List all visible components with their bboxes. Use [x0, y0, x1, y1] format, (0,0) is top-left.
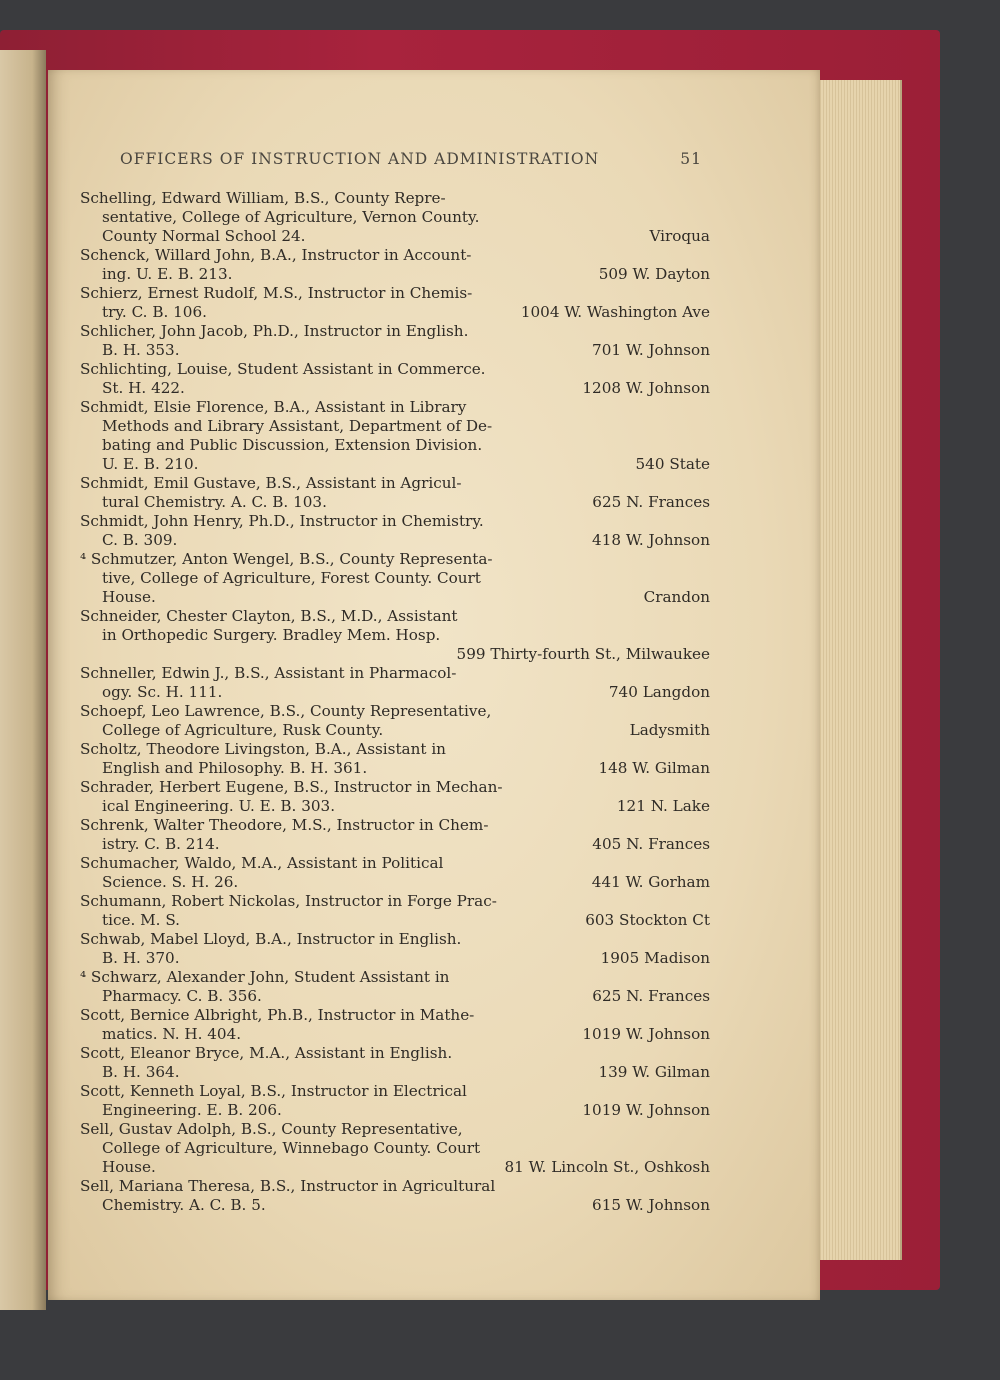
- entry-text: Pharmacy. C. B. 356.: [102, 987, 262, 1005]
- entry-line: [78, 474, 710, 493]
- entry-text: English and Philosophy. B. H. 361.: [102, 759, 368, 777]
- entry-text: Chemistry. A. C. B. 5.: [102, 1196, 266, 1214]
- entry-text: County Normal School 24.: [102, 227, 306, 245]
- running-head-title: OFFICERS OF INSTRUCTION AND ADMINISTRATION: [120, 150, 600, 168]
- entry-text: sentative, College of Agriculture, Vernon County.: [102, 208, 480, 226]
- entry-text: Schneller, Edwin J., B.S., Assistant in Pharmacol-: [80, 664, 457, 682]
- entry-text: Science. S. H. 26.: [102, 873, 239, 891]
- entry-text: Methods and Library Assistant, Department of De-: [102, 417, 493, 435]
- entry-text: Schumann, Robert Nickolas, Instructor in Forge Prac-: [80, 892, 497, 910]
- entry-text: Sell, Gustav Adolph, B.S., County Representative,: [80, 1120, 463, 1138]
- entry-address: 1004 W. Washington Ave: [520, 303, 710, 321]
- entry-line: [78, 1177, 710, 1196]
- entry-address: 81 W. Lincoln St., Oshkosh: [504, 1158, 710, 1176]
- entry-line: [78, 398, 710, 417]
- entry-line: [78, 911, 710, 930]
- entry-address: 441 W. Gorham: [591, 873, 710, 891]
- entry-line: [78, 1044, 710, 1063]
- entry-line: [78, 531, 710, 550]
- entry-line: [78, 379, 710, 398]
- entry-line: [78, 436, 710, 455]
- entry-line: [78, 968, 710, 987]
- entry-address: 1208 W. Johnson: [582, 379, 710, 397]
- entry-line: [78, 588, 710, 607]
- entry-address: 740 Langdon: [608, 683, 710, 701]
- entry-text: Schierz, Ernest Rudolf, M.S., Instructor in Chemis-: [80, 284, 473, 302]
- entry-text: B. H. 370.: [102, 949, 180, 967]
- entry-line: [78, 1120, 710, 1139]
- entry-line: [78, 189, 710, 208]
- entry-line: [78, 417, 710, 436]
- entry-line: [78, 873, 710, 892]
- entry-address: 139 W. Gilman: [598, 1063, 710, 1081]
- entry-address: 599 Thirty-fourth St., Milwaukee: [456, 645, 710, 663]
- entry-address: Ladysmith: [629, 721, 710, 739]
- entry-text: Schmidt, John Henry, Ph.D., Instructor in Chemistry.: [80, 512, 484, 530]
- entry-text: ing. U. E. B. 213.: [102, 265, 233, 283]
- entry-text: Scholtz, Theodore Livingston, B.A., Assistant in: [80, 740, 446, 758]
- entry-text: House.: [102, 588, 156, 606]
- page-number: 51: [680, 150, 702, 168]
- entry-text: Schmidt, Elsie Florence, B.A., Assistant in Library: [80, 398, 467, 416]
- entry-text: tive, College of Agriculture, Forest County. Court: [102, 569, 481, 587]
- entry-text: B. H. 364.: [102, 1063, 180, 1081]
- entry-text: Engineering. E. B. 206.: [102, 1101, 282, 1119]
- entry-text: C. B. 309.: [102, 531, 178, 549]
- entry-line: [78, 1196, 710, 1215]
- entry-text: College of Agriculture, Rusk County.: [102, 721, 384, 739]
- entry-text: Schenck, Willard John, B.A., Instructor in Account-: [80, 246, 472, 264]
- entry-line: [78, 1139, 710, 1158]
- entry-text: Scott, Bernice Albright, Ph.B., Instructor in Mathe-: [80, 1006, 475, 1024]
- entry-line: [78, 1063, 710, 1082]
- entry-text: ical Engineering. U. E. B. 303.: [102, 797, 336, 815]
- entry-line: [78, 322, 710, 341]
- entry-text: istry. C. B. 214.: [102, 835, 220, 853]
- entry-text: Schmidt, Emil Gustave, B.S., Assistant in Agricul-: [80, 474, 462, 492]
- entry-address: 540 State: [635, 455, 710, 473]
- entry-line: [78, 816, 710, 835]
- entry-text: tural Chemistry. A. C. B. 103.: [102, 493, 327, 511]
- entry-line: [78, 645, 710, 664]
- entry-line: [78, 265, 710, 284]
- entry-line: [78, 949, 710, 968]
- entry-line: [78, 569, 710, 588]
- entry-text: Sell, Mariana Theresa, B.S., Instructor in Agricultural: [80, 1177, 496, 1195]
- entry-text: Schlichting, Louise, Student Assistant in Commerce.: [80, 360, 486, 378]
- entry-text: tice. M. S.: [102, 911, 181, 929]
- entry-text: Schwab, Mabel Lloyd, B.A., Instructor in English.: [80, 930, 462, 948]
- entry-line: [78, 1101, 710, 1120]
- entry-address: 121 N. Lake: [616, 797, 710, 815]
- entry-line: [78, 303, 710, 322]
- entry-line: [78, 1025, 710, 1044]
- entry-address: 418 W. Johnson: [592, 531, 710, 549]
- entry-line: [78, 227, 710, 246]
- entry-line: [78, 778, 710, 797]
- entry-line: [78, 740, 710, 759]
- entry-text: try. C. B. 106.: [102, 303, 207, 321]
- entry-line: [78, 246, 710, 265]
- entry-line: [78, 892, 710, 911]
- entry-text: Schelling, Edward William, B.S., County Repre-: [80, 189, 446, 207]
- entry-text: ⁴ Schwarz, Alexander John, Student Assistant in: [80, 968, 450, 986]
- entry-address: 148 W. Gilman: [598, 759, 710, 777]
- entry-address: 509 W. Dayton: [598, 265, 710, 283]
- entry-text: Schoepf, Leo Lawrence, B.S., County Representative,: [80, 702, 492, 720]
- entry-line: [78, 512, 710, 531]
- entry-line: [78, 284, 710, 303]
- entry-text: ogy. Sc. H. 111.: [102, 683, 223, 701]
- entry-address: 1905 Madison: [600, 949, 710, 967]
- entry-text: Scott, Kenneth Loyal, B.S., Instructor in Electrical: [80, 1082, 467, 1100]
- entry-line: [78, 208, 710, 227]
- entry-line: [78, 1158, 710, 1177]
- entry-line: [78, 341, 710, 360]
- entry-line: [78, 455, 710, 474]
- entry-line: [78, 987, 710, 1006]
- entry-text: House.: [102, 1158, 156, 1176]
- entry-text: Schneider, Chester Clayton, B.S., M.D., Assistant: [80, 607, 458, 625]
- entry-line: [78, 930, 710, 949]
- entry-line: [78, 664, 710, 683]
- entry-address: 603 Stockton Ct: [585, 911, 710, 929]
- entry-line: [78, 759, 710, 778]
- entry-line: [78, 1006, 710, 1025]
- entry-line: [78, 607, 710, 626]
- entry-line: [78, 797, 710, 816]
- entry-text: bating and Public Discussion, Extension Division.: [102, 436, 483, 454]
- entry-address: Viroqua: [649, 227, 710, 245]
- entry-address: 625 N. Frances: [592, 987, 710, 1005]
- entry-text: matics. N. H. 404.: [102, 1025, 242, 1043]
- entry-address: 1019 W. Johnson: [582, 1101, 710, 1119]
- entry-address: 701 W. Johnson: [592, 341, 710, 359]
- facing-page-edge: [0, 50, 46, 1310]
- entry-address: 405 N. Frances: [592, 835, 710, 853]
- entry-line: [78, 854, 710, 873]
- entry-line: [78, 721, 710, 740]
- entry-text: in Orthopedic Surgery. Bradley Mem. Hosp.: [102, 626, 441, 644]
- entry-text: Schrader, Herbert Eugene, B.S., Instructor in Mechan-: [80, 778, 503, 796]
- page-block-edge: [818, 80, 902, 1260]
- entry-line: [78, 626, 710, 645]
- entry-line: [78, 835, 710, 854]
- entry-text: Schumacher, Waldo, M.A., Assistant in Political: [80, 854, 444, 872]
- entry-text: B. H. 353.: [102, 341, 180, 359]
- entry-line: [78, 550, 710, 569]
- entry-address: 1019 W. Johnson: [582, 1025, 710, 1043]
- entry-address: 625 N. Frances: [592, 493, 710, 511]
- entry-text: ⁴ Schmutzer, Anton Wengel, B.S., County Representa-: [80, 550, 493, 568]
- entry-line: [78, 702, 710, 721]
- entry-text: St. H. 422.: [102, 379, 185, 397]
- entry-address: 615 W. Johnson: [592, 1196, 710, 1214]
- entry-text: Schrenk, Walter Theodore, M.S., Instructor in Chem-: [80, 816, 489, 834]
- entry-text: Scott, Eleanor Bryce, M.A., Assistant in English.: [80, 1044, 453, 1062]
- entry-address: Crandon: [643, 588, 710, 606]
- entry-line: [78, 360, 710, 379]
- entry-text: U. E. B. 210.: [102, 455, 199, 473]
- entry-line: [78, 493, 710, 512]
- entry-text: College of Agriculture, Winnebago County. Court: [102, 1139, 481, 1157]
- directory-entries: [78, 189, 710, 1215]
- entry-line: [78, 1082, 710, 1101]
- entry-text: Schlicher, John Jacob, Ph.D., Instructor in English.: [80, 322, 469, 340]
- entry-line: [78, 683, 710, 702]
